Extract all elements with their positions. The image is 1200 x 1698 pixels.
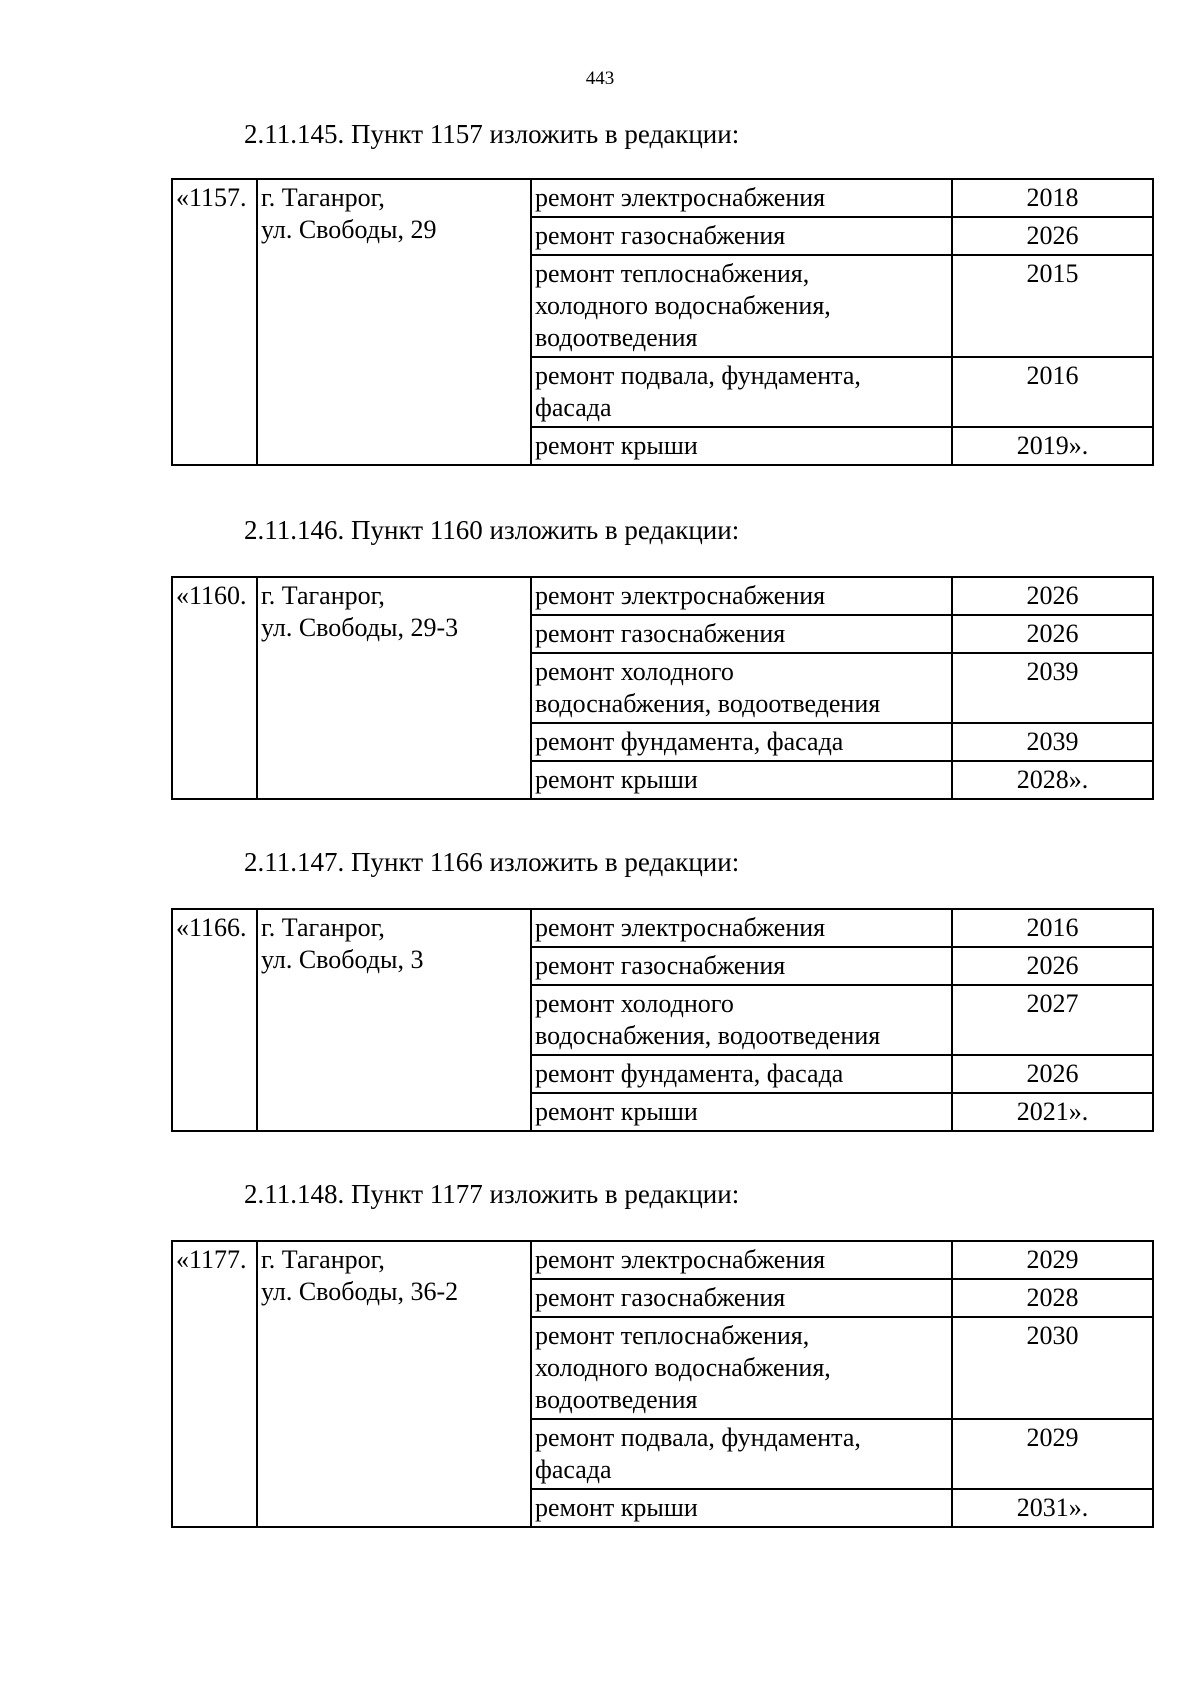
- work-type-line: холодного водоснабжения,: [535, 1353, 831, 1382]
- work-type-line: водоотведения: [535, 1385, 698, 1414]
- table-row: [172, 577, 1153, 615]
- table-row: [172, 909, 1153, 947]
- work-type: [531, 1241, 952, 1279]
- work-type: [531, 909, 952, 947]
- work-type: [531, 357, 952, 427]
- work-type-line: ремонт электроснабжения: [535, 581, 826, 610]
- work-year: 2026: [952, 1055, 1153, 1093]
- record-number: «1177.: [172, 1241, 257, 1527]
- table-row: [172, 179, 1153, 217]
- work-type-line: фасада: [535, 393, 612, 422]
- section-heading: 2.11.148. Пункт 1177 изложить в редакции:: [244, 1179, 740, 1209]
- page-number: 443: [585, 68, 615, 89]
- record-number: «1166.: [172, 909, 257, 1131]
- section-heading: 2.11.147. Пункт 1166 изложить в редакции:: [244, 847, 740, 877]
- work-type-line: ремонт газоснабжения: [535, 619, 786, 648]
- record-number: «1157.: [172, 179, 257, 465]
- work-type: [531, 1317, 952, 1419]
- work-type-line: ремонт холодного: [535, 989, 734, 1018]
- work-year: 2028».: [952, 761, 1153, 799]
- work-type-line: ремонт фундамента, фасада: [535, 1059, 844, 1088]
- record-address: [257, 577, 531, 799]
- record-table: [171, 908, 1154, 1132]
- work-year: 2030: [952, 1317, 1153, 1419]
- work-type-line: ремонт теплоснабжения,: [535, 259, 810, 288]
- work-type-line: ремонт газоснабжения: [535, 221, 786, 250]
- work-year: 2018: [952, 179, 1153, 217]
- record-address: [257, 179, 531, 465]
- work-year: 2019».: [952, 427, 1153, 465]
- work-type: [531, 761, 952, 799]
- work-type-line: ремонт фундамента, фасада: [535, 727, 844, 756]
- work-type: [531, 217, 952, 255]
- work-type-line: водоотведения: [535, 323, 698, 352]
- record-address: [257, 909, 531, 1131]
- address-city: г. Таганрог,: [261, 913, 385, 942]
- work-type-line: ремонт холодного: [535, 657, 734, 686]
- work-type: [531, 985, 952, 1055]
- work-type-line: ремонт электроснабжения: [535, 1245, 826, 1274]
- work-type: [531, 947, 952, 985]
- work-year: 2026: [952, 615, 1153, 653]
- work-type-line: ремонт газоснабжения: [535, 1283, 786, 1312]
- work-type-line: ремонт крыши: [535, 1493, 698, 1522]
- address-city: г. Таганрог,: [261, 1245, 385, 1274]
- work-type-line: ремонт электроснабжения: [535, 183, 826, 212]
- work-type: [531, 723, 952, 761]
- work-type: [531, 1093, 952, 1131]
- address-street: ул. Свободы, 29-3: [261, 613, 459, 642]
- work-year: 2031».: [952, 1489, 1153, 1527]
- address-city: г. Таганрог,: [261, 183, 385, 212]
- work-type-line: водоснабжения, водоотведения: [535, 1021, 881, 1050]
- work-type: [531, 1055, 952, 1093]
- work-year: 2015: [952, 255, 1153, 357]
- record-address: [257, 1241, 531, 1527]
- work-type-line: ремонт газоснабжения: [535, 951, 786, 980]
- work-year: 2039: [952, 723, 1153, 761]
- work-type: [531, 1279, 952, 1317]
- section-heading: 2.11.145. Пункт 1157 изложить в редакции:: [244, 119, 740, 149]
- work-type: [531, 255, 952, 357]
- work-type-line: водоснабжения, водоотведения: [535, 689, 881, 718]
- address-street: ул. Свободы, 3: [261, 945, 424, 974]
- work-type-line: ремонт крыши: [535, 431, 698, 460]
- work-year: 2026: [952, 947, 1153, 985]
- work-year: 2016: [952, 909, 1153, 947]
- record-table: [171, 178, 1154, 466]
- work-type-line: ремонт крыши: [535, 1097, 698, 1126]
- work-type: [531, 577, 952, 615]
- work-year: 2016: [952, 357, 1153, 427]
- work-year: 2029: [952, 1241, 1153, 1279]
- work-year: 2026: [952, 577, 1153, 615]
- work-year: 2039: [952, 653, 1153, 723]
- table-row: [172, 1241, 1153, 1279]
- address-street: ул. Свободы, 29: [261, 215, 437, 244]
- record-table: [171, 1240, 1154, 1528]
- work-type: [531, 653, 952, 723]
- work-type-line: ремонт крыши: [535, 765, 698, 794]
- work-type: [531, 1489, 952, 1527]
- section-heading: 2.11.146. Пункт 1160 изложить в редакции:: [244, 515, 740, 545]
- record-number: «1160.: [172, 577, 257, 799]
- work-year: 2027: [952, 985, 1153, 1055]
- address-street: ул. Свободы, 36-2: [261, 1277, 459, 1306]
- work-type-line: холодного водоснабжения,: [535, 291, 831, 320]
- work-type: [531, 615, 952, 653]
- record-table: [171, 576, 1154, 800]
- address-city: г. Таганрог,: [261, 581, 385, 610]
- work-year: 2028: [952, 1279, 1153, 1317]
- work-type: [531, 1419, 952, 1489]
- work-type: [531, 179, 952, 217]
- work-year: 2029: [952, 1419, 1153, 1489]
- work-type-line: фасада: [535, 1455, 612, 1484]
- work-type: [531, 427, 952, 465]
- work-type-line: ремонт подвала, фундамента,: [535, 1423, 861, 1452]
- work-type-line: ремонт подвала, фундамента,: [535, 361, 861, 390]
- work-year: 2026: [952, 217, 1153, 255]
- work-type-line: ремонт теплоснабжения,: [535, 1321, 810, 1350]
- work-type-line: ремонт электроснабжения: [535, 913, 826, 942]
- work-year: 2021».: [952, 1093, 1153, 1131]
